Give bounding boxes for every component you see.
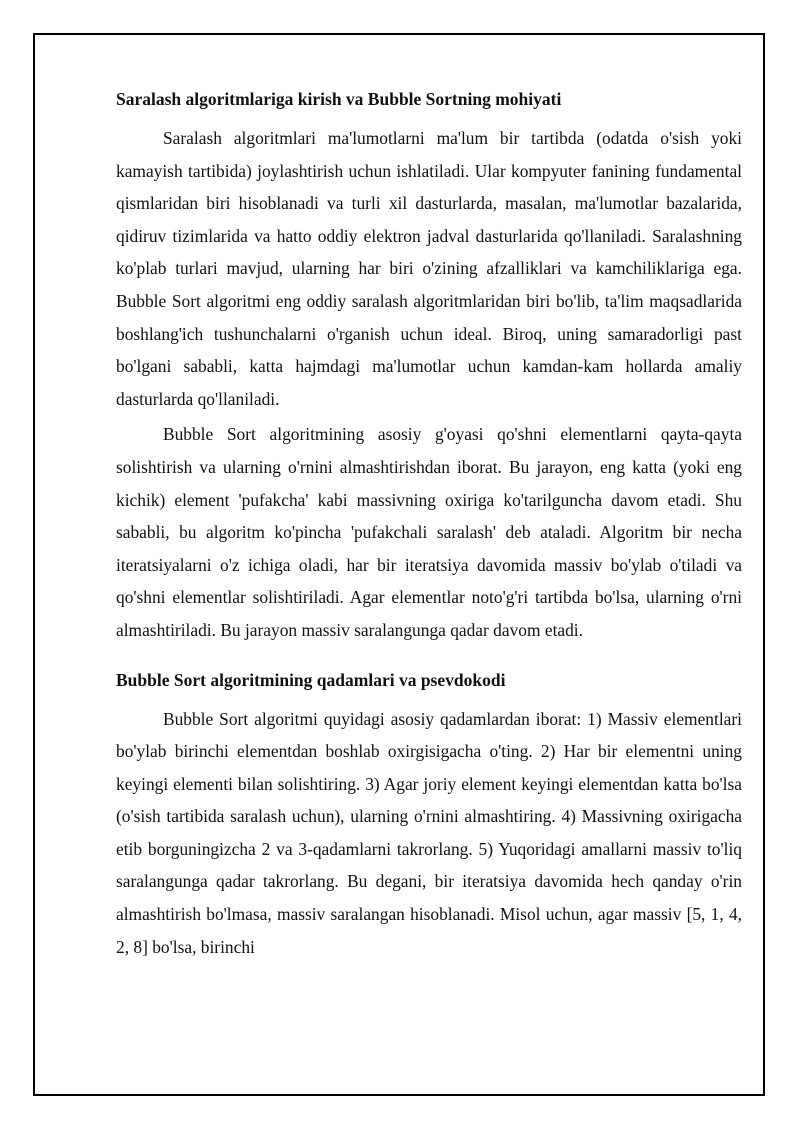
paragraph-intro-1: Saralash algoritmlari ma'lumotlarni ma'lum bir tartibda (odatda o'sish yoki kamayish tartibida) joylashtirish uchun ishlatiladi. Ular kompyuter fanining fundamental qismlaridan biri hisoblanadi va turli xil dasturlarda, masalan, ma'lumotlar bazalarida, qidiruv tizimlarida va hatto oddiy elektron jadval dasturlarida qo'llaniladi. Saralashning ko'plab turlari mavjud, ularning har biri o'zining afzalliklari va kamchiliklariga ega. Bubble Sort algoritmi eng oddiy saralash algoritmlaridan biri bo'lib, ta'lim maqsadlarida boshlang'ich tushunchalarni o'rganish uchun ideal. Biroq, uning samaradorligi past bo'lgani sababli, katta hajmdagi ma'lumotlar uchun kamdan-kam hollarda amaliy dasturlarda qo'llaniladi. — [116, 128, 742, 409]
section-heading-steps: Bubble Sort algoritmining qadamlari va psevdokodi — [116, 669, 506, 690]
document-body — [116, 86, 742, 963]
paragraph-intro-2: Bubble Sort algoritmining asosiy g'oyasi qo'shni elementlarni qayta-qayta solishtirish va ularning o'rnini almashtirishdan iborat. Bu jarayon, eng katta (yoki eng kichik) element 'pufakcha' kabi massivning oxiriga ko'tarilguncha davom etadi. Shu sababli, bu algoritm ko'pincha 'pufakchali saralash' deb ataladi. Algoritm bir necha iteratsiyalarni o'z ichiga oladi, har bir iteratsiya davomida massiv bo'ylab o'tiladi va qo'shni elementlar solishtiriladi. Agar elementlar noto'g'ri tartibda bo'lsa, ularning o'rni almashtiriladi. Bu jarayon massiv saralangunga qadar davom etadi. — [116, 424, 742, 640]
section-heading-intro: Saralash algoritmlariga kirish va Bubble Sortning mohiyati — [116, 89, 562, 109]
paragraph-steps-1: Bubble Sort algoritmi quyidagi asosiy qadamlardan iborat: 1) Massiv elementlari bo'ylab birinchi elementdan boshlab oxirgisigacha o'ting. 2) Har bir elementni uning keyingi elementi bilan solishtiring. 3) Agar joriy element keyingi elementdan katta bo'lsa (o'sish tartibida saralash uchun), ularning o'rnini almashtiring. 4) Massivning oxirigacha etib borguningizcha 2 va 3-qadamlarni takrorlang. 5) Yuqoridagi amallarni massiv to'liq saralangunga qadar takrorlang. Bu degani, bir iteratsiya davomida hech qanday o'rin almashtirish bo'lmasa, massiv saralangan hisoblanadi. Misol uchun, agar massiv [5, 1, 4, 2, 8] bo'lsa, birinchi — [116, 708, 742, 957]
